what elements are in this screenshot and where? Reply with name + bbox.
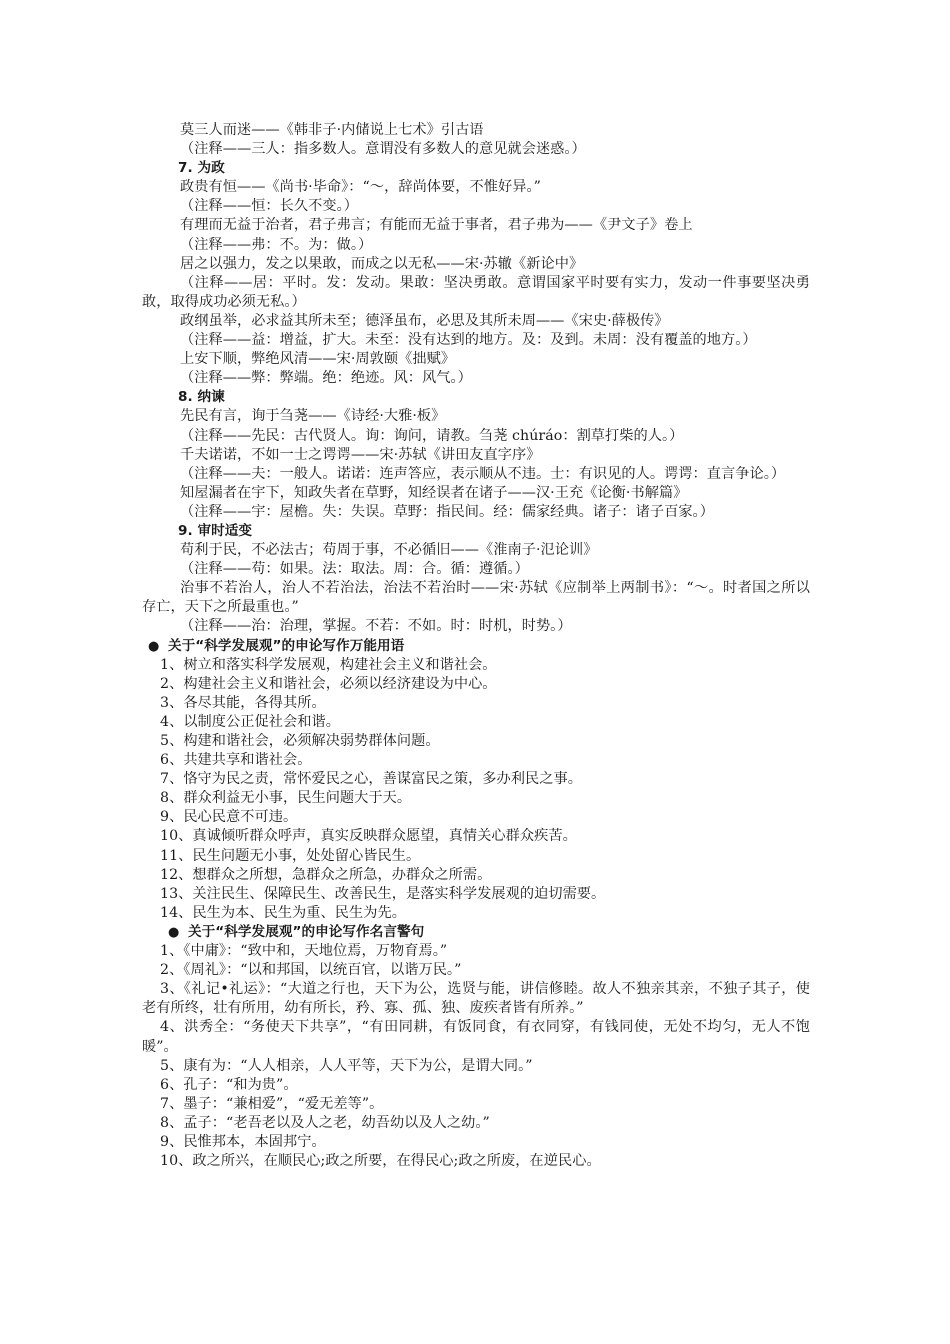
bullet-title: 关于“科学发展观”的申论写作名言警句 bbox=[188, 923, 425, 940]
bullet-icon: ● bbox=[148, 638, 160, 654]
list-item: 5、构建和谐社会，必须解决弱势群体问题。 bbox=[160, 733, 440, 749]
quotes-section bbox=[142, 923, 810, 1171]
quote-note: （注释——苟：如果。法：取法。周：合。循：遵循。） bbox=[180, 561, 529, 578]
quote-section-intro bbox=[142, 121, 810, 159]
quote-text: 千夫诺诺，不如一士之谔谔——宋·苏轼《讲田友直字序》 bbox=[180, 446, 541, 463]
quote-text: 政贵有恒——《尚书·毕命》：“～，辞尚体要，不惟好异。” bbox=[180, 179, 541, 196]
section-heading: 7. 为政 bbox=[178, 160, 225, 177]
quote-text: 政纲虽举，必求益其所未至；德泽虽布，必思及其所未周——《宋史·薛极传》 bbox=[180, 312, 669, 329]
section-heading: 8. 纳谏 bbox=[178, 389, 225, 406]
quote-note: （注释——益：增益，扩大。未至：没有达到的地方。及：及到。未周：没有覆盖的地方。） bbox=[180, 332, 757, 349]
quote-section-adapt bbox=[142, 522, 810, 637]
quote-text: 莫三人而迷——《韩非子·内储说上七术》引古语 bbox=[180, 122, 484, 138]
quote-note: （注释——弊：弊端。绝：绝迹。风：风气。） bbox=[180, 370, 472, 387]
bullet-icon: ● bbox=[168, 924, 180, 940]
phrases-section bbox=[142, 637, 810, 923]
list-item: 6、孔子：“和为贵”。 bbox=[160, 1076, 298, 1093]
quote-text: 先民有言，询于刍荛——《诗经·大雅·板》 bbox=[180, 408, 446, 425]
quote-text: 居之以强力，发之以果敢，而成之以无私——宋·苏辙《新论中》 bbox=[180, 255, 584, 272]
list-item: 5、康有为：“人人相亲，人人平等，天下为公，是谓大同。” bbox=[160, 1057, 533, 1074]
list-item: 9、民惟邦本，本固邦宁。 bbox=[160, 1133, 326, 1150]
list-item: 7、恪守为民之责，常怀爱民之心，善谋富民之策，多办利民之事。 bbox=[160, 771, 582, 788]
quote-note: （注释——恒：长久不变。） bbox=[180, 198, 358, 215]
quote-text: 有理而无益于治者，君子弗言；有能而无益于事者，君子弗为——《尹文子》卷上 bbox=[180, 217, 693, 234]
list-item: 10、政之所兴，在顺民心;政之所要，在得民心;政之所废，在逆民心。 bbox=[160, 1153, 601, 1170]
quote-section-remonstrance bbox=[142, 388, 810, 522]
quote-text: 知屋漏者在宇下，知政失者在草野，知经误者在诸子——汉·王充《论衡·书解篇》 bbox=[180, 484, 688, 501]
bullet-heading bbox=[142, 637, 810, 656]
list-item: 10、真诚倾听群众呼声，真实反映群众愿望，真情关心群众疾苦。 bbox=[160, 828, 577, 845]
quote-text: 上安下顺，弊绝风清——宋·周敦颐《拙赋》 bbox=[180, 351, 456, 368]
list-item: 12、想群众之所想，急群众之所急，办群众之所需。 bbox=[160, 866, 492, 883]
quote-section-governance bbox=[142, 159, 810, 388]
list-item: 4、洪秀全：“务使天下共享”，“有田同耕，有饭同食，有衣同穿，有钱同使，无处不均匀，无人不饱暖”。 bbox=[142, 1019, 810, 1055]
list-item: 2、构建社会主义和谐社会，必须以经济建设为中心。 bbox=[160, 675, 497, 692]
quote-note: （注释——弗：不。为：做。） bbox=[180, 236, 373, 253]
list-item: 3、各尽其能，各得其所。 bbox=[160, 694, 326, 711]
list-item: 1、树立和落实科学发展观，构建社会主义和谐社会。 bbox=[160, 656, 497, 673]
list-item: 7、墨子：“兼相爱”，“爱无差等”。 bbox=[160, 1095, 384, 1112]
quote-note: （注释——夫：一般人。诺诺：连声答应，表示顺从不违。士：有识见的人。谔谔：直言争论。） bbox=[180, 465, 786, 482]
list-item: 8、群众利益无小事，民生问题大于天。 bbox=[160, 790, 412, 807]
list-item: 11、民生问题无小事，处处留心皆民生。 bbox=[160, 847, 421, 864]
document-content bbox=[142, 121, 810, 1171]
list-item: 14、民生为本、民生为重、民生为先。 bbox=[160, 904, 406, 921]
quote-note: （注释——三人：指多数人。意谓没有多数人的意见就会迷惑。） bbox=[180, 141, 586, 158]
list-item: 2、《周礼》：“以和邦国，以统百官，以谐万民。” bbox=[160, 962, 462, 979]
list-item: 8、孟子：“老吾老以及人之老，幼吾幼以及人之幼。” bbox=[160, 1114, 490, 1131]
section-heading: 9. 审时适变 bbox=[178, 522, 253, 539]
bullet-title: 关于“科学发展观”的申论写作万能用语 bbox=[168, 637, 405, 654]
quote-text: 苟利于民，不必法古；苟周于事，不必循旧——《淮南子·氾论训》 bbox=[180, 542, 598, 559]
list-item: 3、《礼记•礼运》：“大道之行也，天下为公，选贤与能，讲信修睦。故人不独亲其亲，不独子其子，使老有所终，壮有所用，幼有所长，矜、寡、孤、独、废疾者皆有所养。” bbox=[142, 981, 810, 1017]
quote-note: （注释——宇：屋檐。失：失误。草野：指民间。经：儒家经典。诸子：诸子百家。） bbox=[180, 503, 714, 520]
list-item: 1、《中庸》：“致中和，天地位焉，万物育焉。” bbox=[160, 943, 448, 960]
bullet-heading bbox=[142, 923, 810, 942]
list-item: 6、共建共享和谐社会。 bbox=[160, 752, 312, 769]
quote-note: （注释——治：治理，掌握。不若：不如。时：时机，时势。） bbox=[180, 618, 572, 635]
quote-text: 治事不若治人，治人不若治法，治法不若治时——宋·苏轼《应制举上两制书》：“～。时者国之所以存亡，天下之所最重也。” bbox=[142, 580, 810, 616]
list-item: 9、民心民意不可违。 bbox=[160, 809, 298, 826]
list-item: 13、关注民生、保障民生、改善民生，是落实科学发展观的迫切需要。 bbox=[160, 885, 606, 902]
list-item: 4、以制度公正促社会和谐。 bbox=[160, 713, 340, 730]
quote-note: （注释——先民：古代贤人。询：询问，请教。刍荛 chúráo：割草打柴的人。） bbox=[180, 427, 684, 444]
quote-note: （注释——居：平时。发：发动。果敢：坚决勇敢。意谓国家平时要有实力，发动一件事要坚决勇敢，取得成功必须无私。） bbox=[142, 274, 810, 310]
